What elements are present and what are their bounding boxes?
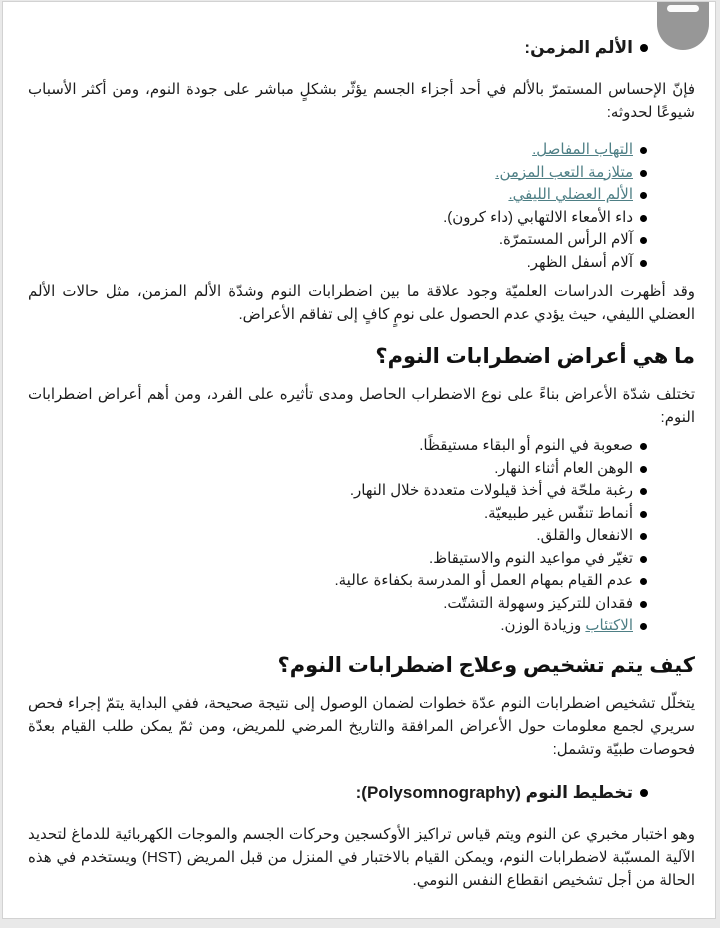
list-item-rest: وزيادة الوزن. — [500, 617, 586, 634]
document-content — [3, 2, 715, 892]
arthritis-link[interactable]: التهاب المفاصل. — [532, 141, 633, 158]
diagnosis-section-heading: كيف يتم تشخيص وعلاج اضطرابات النوم؟ — [277, 653, 695, 677]
list-item: داء الأمعاء الالتهابي (داء كرون). — [28, 207, 633, 230]
chronic-fatigue-link[interactable]: متلازمة التعب المزمن. — [495, 163, 633, 181]
polysomnography-body: وهو اختبار مخبري عن النوم ويتم قياس تراكيز الأوكسجين وحركات الجسم والموجات الكهربائية للدماغ لتحديد الآلية المسبّبة لاضطرابات النوم، ويمكن القيام بالاختبار في المنزل من قبل المريض (HST) ويستخدم في هذه الحالة من أجل تشخيص انقطاع النفس النومي. — [28, 825, 695, 889]
list-item: فقدان للتركيز وسهولة التشتّت. — [28, 593, 633, 616]
polysomnography-heading-label: تخطيط النوم (Polysomnography): — [355, 782, 633, 802]
chronic-pain-causes-list — [28, 139, 695, 274]
fibromyalgia-link[interactable]: الألم العضلي الليفي. — [508, 186, 633, 203]
list-item: آلام الرأس المستمرّة. — [28, 229, 633, 252]
chronic-pain-heading-label: الألم المزمن: — [524, 38, 633, 57]
list-item — [28, 615, 633, 638]
document-page — [2, 1, 716, 919]
list-item: صعوبة في النوم أو البقاء مستيقظًا. — [28, 435, 633, 458]
drag-handle-icon — [667, 5, 699, 12]
chronic-pain-intro: فإنّ الإحساس المستمرّ بالألم في أحد أجزاء الجسم يؤثّر بشكلٍ مباشر على جودة النوم، ومن أكثر الأسباب شيوعًا لحدوثه: — [28, 81, 695, 121]
symptoms-section-heading: ما هي أعراض اضطرابات النوم؟ — [375, 345, 695, 368]
list-item: آلام أسفل الظهر. — [28, 252, 633, 275]
list-item — [28, 184, 633, 207]
polysomnography-heading — [28, 780, 695, 806]
list-item: عدم القيام بمهام العمل أو المدرسة بكفاءة عالية. — [28, 570, 633, 593]
bullet-icon — [640, 44, 648, 52]
list-item: الوهن العام أثناء النهار. — [28, 458, 633, 481]
list-item: رغبة ملحّة في أخذ قيلولات متعددة خلال النهار. — [28, 480, 633, 503]
diagnosis-intro: يتخلّل تشخيص اضطرابات النوم عدّة خطوات لضمان الوصول إلى نتيجة صحيحة، ففي البداية يتمّ إجراء فحص سريري لجمع معلومات حول الأعراض المرافقة والتاريخ المرضي للمريض، ومن ثمّ يمكن طلب القيام بعدّة فحوصات طبيّة وتشمل: — [28, 694, 695, 758]
depression-link[interactable]: الاكتئاب — [585, 617, 633, 634]
list-item: تغيّر في مواعيد النوم والاستيقاظ. — [28, 548, 633, 571]
chronic-pain-heading — [28, 35, 695, 61]
list-item: الانفعال والقلق. — [28, 525, 633, 548]
chronic-pain-research-note: وقد أظهرت الدراسات العلميّة وجود علاقة ما بين اضطرابات النوم وشدّة الألم المزمن، مثل حالات الألم العضلي الليفي، حيث يؤدي عدم الحصول على نومٍ كافٍ إلى تفاقم الأعراض. — [28, 283, 695, 323]
symptoms-list — [28, 435, 695, 638]
list-item: أنماط تنفّس غير طبيعيّة. — [28, 503, 633, 526]
bullet-icon — [640, 789, 648, 797]
list-item — [28, 139, 633, 162]
symptoms-intro: تختلف شدّة الأعراض بناءً على نوع الاضطراب الحاصل ومدى تأثيره على الفرد، ومن أهم أعراض اضطرابات النوم: — [28, 386, 695, 426]
list-item — [28, 162, 633, 185]
